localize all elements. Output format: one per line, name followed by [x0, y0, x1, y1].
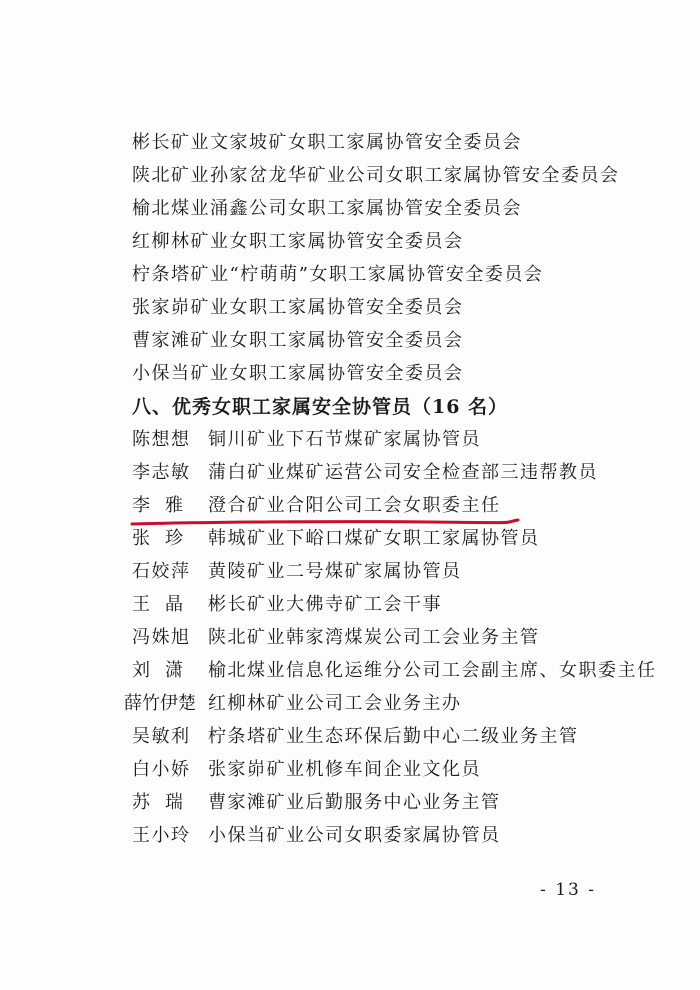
- person-name: 冯姝旭: [132, 627, 191, 648]
- page-number: - 13 -: [540, 880, 596, 900]
- person-name: 李志敏: [132, 462, 191, 483]
- person-name: 石姣萍: [132, 561, 191, 582]
- person-row: [132, 423, 481, 457]
- underline-stroke: [132, 520, 518, 524]
- committee-item: 小保当矿业女职工家属协管安全委员会: [132, 363, 464, 384]
- person-name: 刘潇: [132, 660, 198, 681]
- highlight-underline: [130, 517, 520, 529]
- section-heading: 八、优秀女职工家属安全协管员（16 名）: [132, 396, 509, 418]
- person-row: [132, 621, 540, 655]
- person-role: 曹家滩矿业后勤服务中心业务主管: [208, 792, 501, 813]
- person-name: 王晶: [132, 594, 198, 615]
- person-role: 蒲白矿业煤矿运营公司安全检查部三违帮教员: [208, 462, 598, 483]
- person-row: [132, 588, 442, 622]
- person-role: 柠条塔矿业生态环保后勤中心二级业务主管: [208, 726, 579, 747]
- person-name: 吴敏利: [132, 726, 191, 747]
- person-name: 苏瑞: [132, 792, 198, 813]
- committee-item: 陕北矿业孙家岔龙华矿业公司女职工家属协管安全委员会: [132, 165, 620, 186]
- person-role: 张家峁矿业机修车间企业文化员: [208, 759, 481, 780]
- committee-item: 榆北煤业涌鑫公司女职工家属协管安全委员会: [132, 198, 522, 219]
- committee-item: 彬长矿业文家坡矿女职工家属协管安全委员会: [132, 132, 522, 153]
- person-row: [132, 555, 462, 589]
- person-role: 彬长矿业大佛寺矿工会干事: [208, 594, 442, 615]
- person-name: 白小娇: [132, 759, 191, 780]
- person-role: 黄陵矿业二号煤矿家属协管员: [208, 561, 462, 582]
- person-role: 小保当矿业公司女职委家属协管员: [208, 825, 501, 846]
- person-role: 榆北煤业信息化运维分公司工会副主席、女职委主任: [208, 660, 657, 681]
- person-role: 韩城矿业下峪口煤矿女职工家属协管员: [208, 528, 540, 549]
- person-row: [132, 786, 501, 820]
- person-row: [124, 687, 462, 721]
- committee-item: 张家峁矿业女职工家属协管安全委员会: [132, 297, 464, 318]
- person-name: 薛竹伊楚: [124, 693, 196, 714]
- committee-item: 曹家滩矿业女职工家属协管安全委员会: [132, 330, 464, 351]
- person-row: [132, 819, 501, 853]
- person-row: [132, 654, 657, 688]
- committee-item: 红柳林矿业女职工家属协管安全委员会: [132, 231, 464, 252]
- person-name: 王小玲: [132, 825, 191, 846]
- person-role: 澄合矿业合阳公司工会女职委主任: [208, 495, 501, 516]
- person-name: 陈想想: [132, 429, 191, 450]
- person-row: [132, 753, 481, 787]
- person-role: 陕北矿业韩家湾煤炭公司工会业务主管: [208, 627, 540, 648]
- person-role: 红柳林矿业公司工会业务主办: [208, 693, 462, 714]
- person-role: 铜川矿业下石节煤矿家属协管员: [208, 429, 481, 450]
- person-row: [132, 720, 579, 754]
- person-name: 张珍: [132, 528, 198, 549]
- committee-item: 柠条塔矿业“柠萌萌”女职工家属协管安全委员会: [132, 264, 544, 285]
- person-name: 李雅: [132, 495, 198, 516]
- person-row: [132, 456, 598, 490]
